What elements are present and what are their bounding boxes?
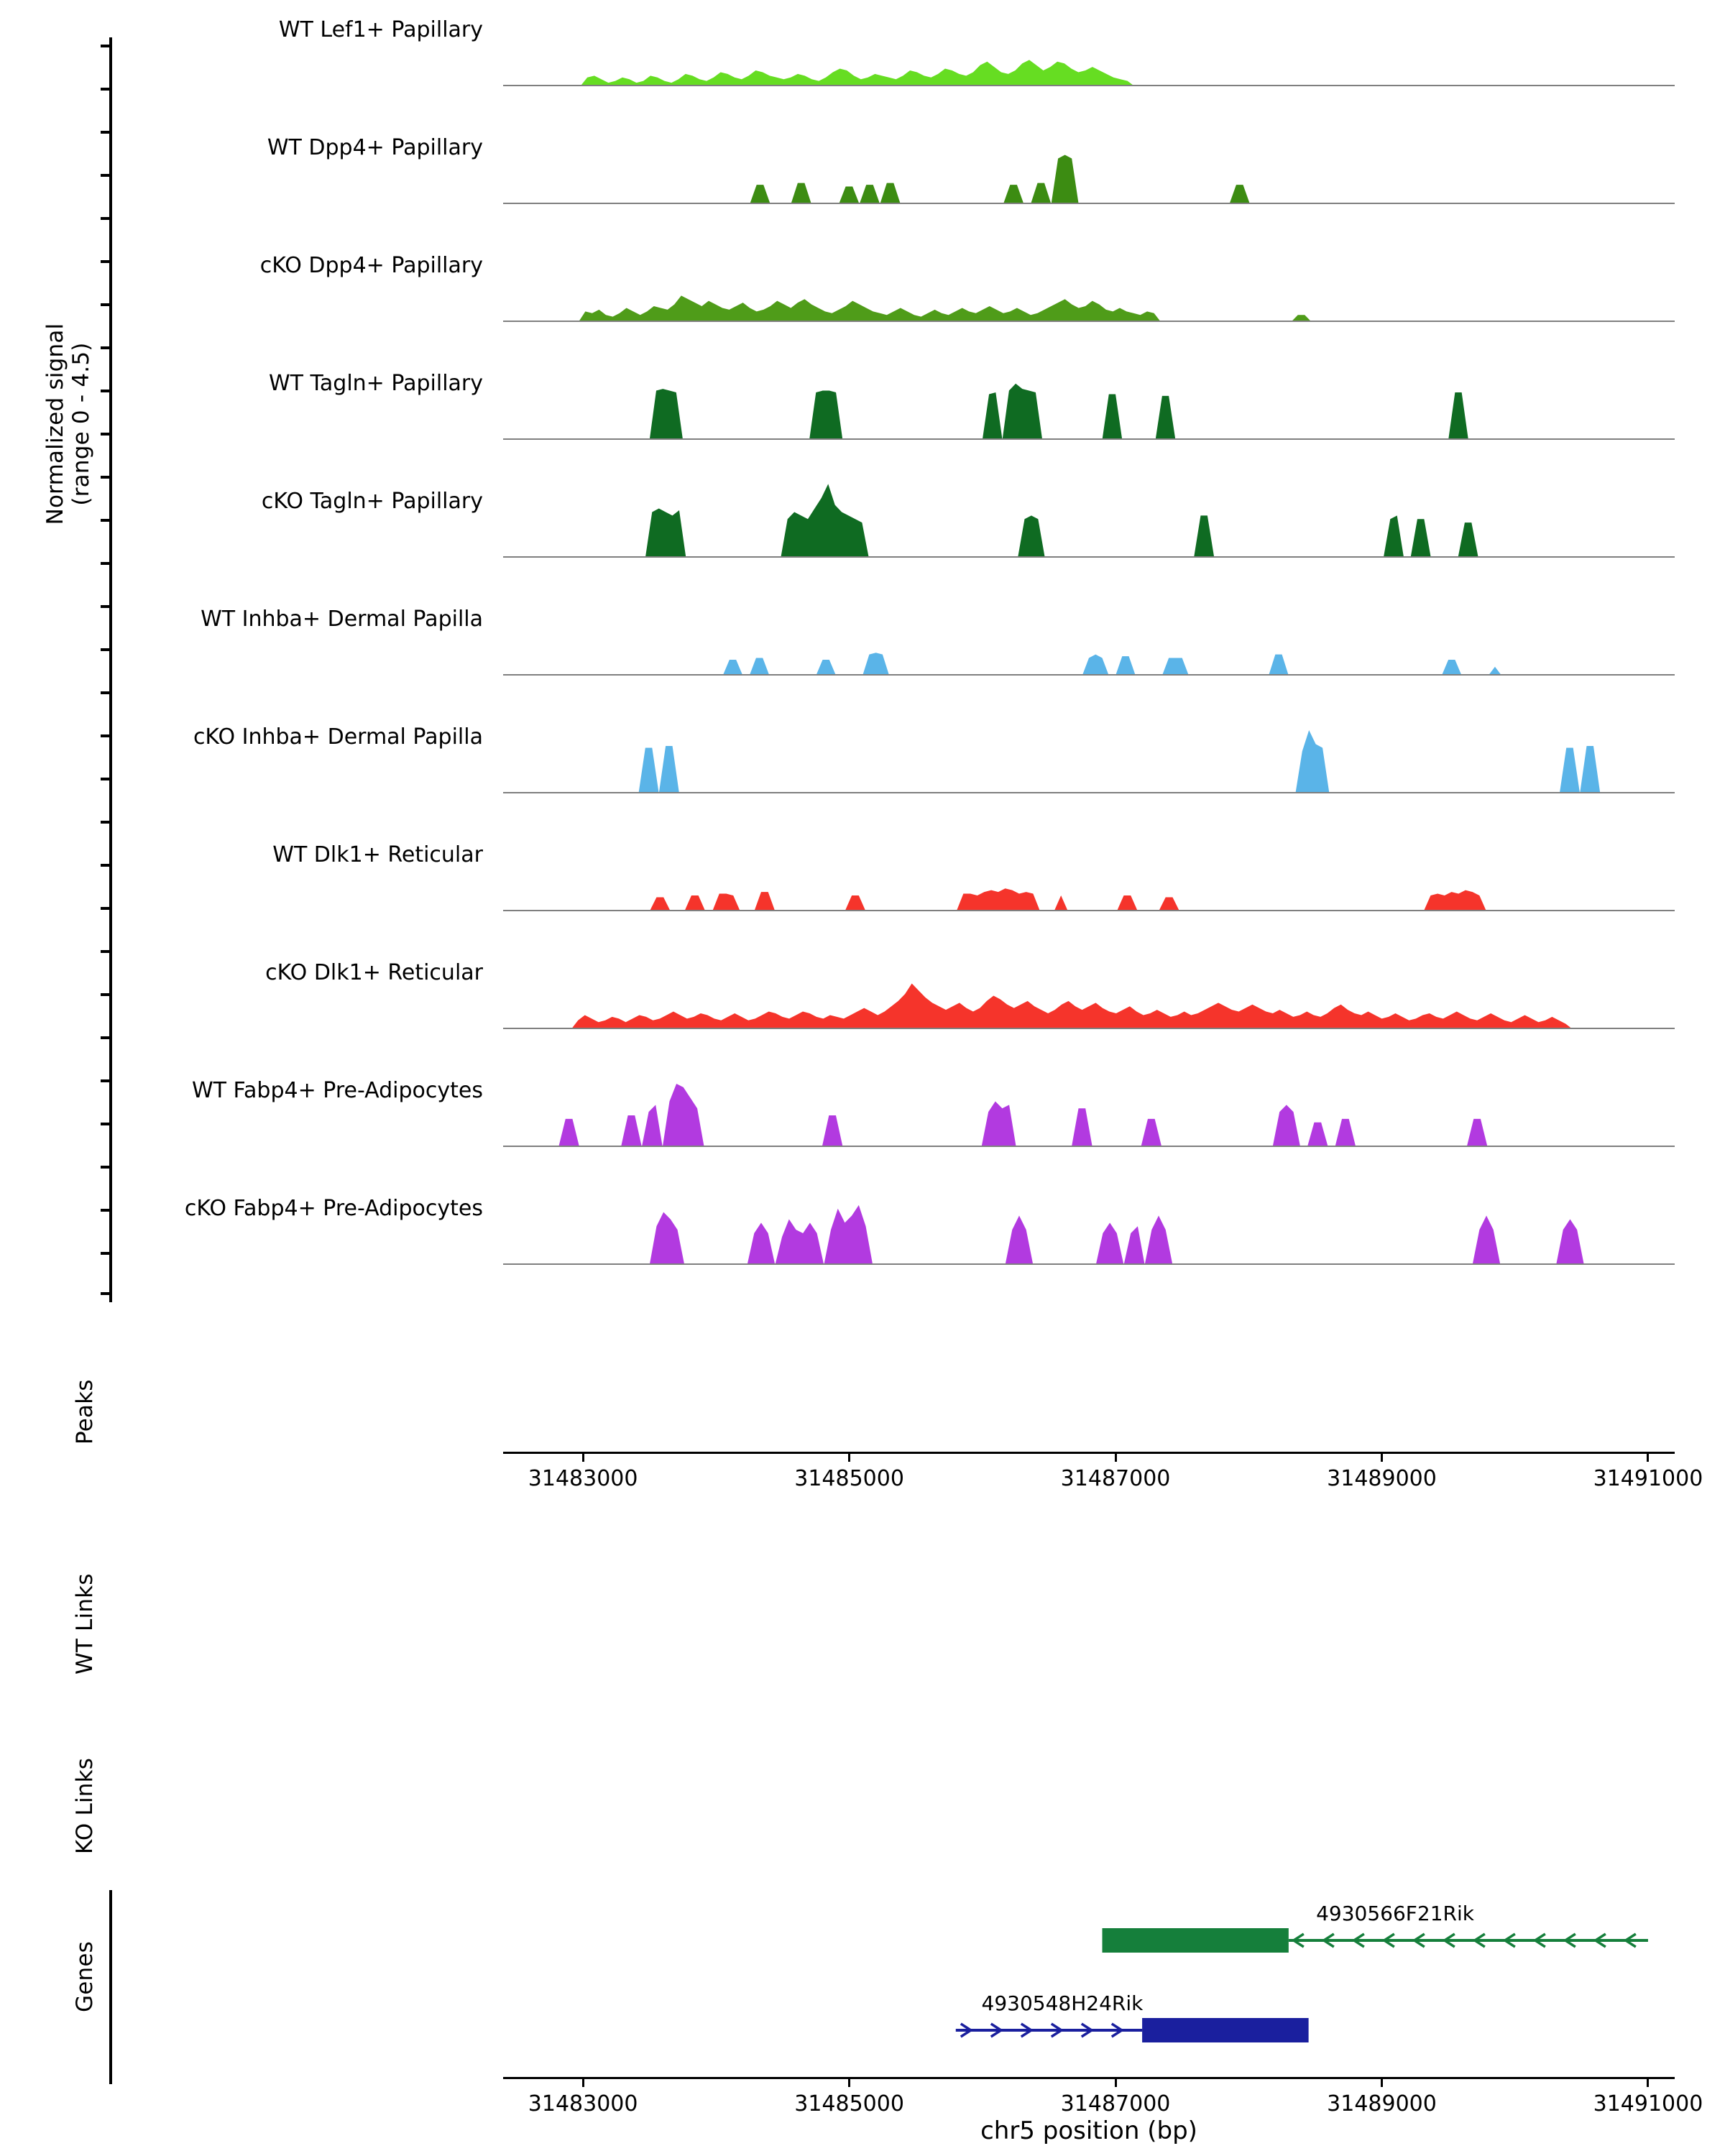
track-signal-area [503,243,1675,322]
x-axis-tick [1115,2077,1117,2087]
axis-tick-mark [101,562,112,565]
x-axis-tick-label: 31489000 [1327,2091,1437,2116]
track-baseline [503,792,1675,793]
x-axis-tick [582,2077,584,2087]
x-axis-top [503,1452,1703,1502]
x-axis-tick [1381,2077,1383,2087]
track-label: WT Dlk1+ Reticular [272,842,483,867]
track-signal-area [503,361,1675,440]
axis-tick-mark [101,1166,112,1169]
track-signal-area [503,950,1675,1029]
track-baseline [503,910,1675,911]
track-cko-inhba-dermal-papilla [193,714,1675,793]
gene-name-label: 4930548H24Rik [981,1991,1144,2015]
gene-exon-box [1103,1928,1289,1953]
x-axis-tick-label: 31485000 [794,2091,904,2116]
gene-name-label: 4930566F21Rik [1316,1902,1474,1925]
axis-tick-mark [101,519,112,522]
x-axis-tick [848,1452,850,1462]
x-axis-tick [1115,1452,1117,1462]
track-wt-fabp4-pre-adipocytes [192,1068,1675,1147]
gene-models-svg [503,1897,1675,2070]
track-signal-area [503,596,1675,676]
x-axis-tick-label: 31491000 [1593,2091,1703,2116]
x-axis-tick-label: 31485000 [794,1466,904,1491]
track-wt-dpp4-papillary [267,125,1675,204]
track-label: cKO Fabp4+ Pre-Adipocytes [184,1196,483,1221]
peaks-section-label: Peaks [72,1379,98,1445]
track-baseline [503,85,1675,86]
track-baseline [503,1263,1675,1265]
x-axis-tick [1647,2077,1649,2087]
x-axis-tick [1647,1452,1649,1462]
track-wt-dlk1-reticular [272,832,1675,911]
axis-tick-mark [101,88,112,91]
track-baseline [503,438,1675,440]
x-axis-tick-label: 31491000 [1593,1466,1703,1491]
axis-tick-mark [101,217,112,220]
axis-tick-mark [101,303,112,306]
track-wt-inhba-dermal-papilla [201,596,1675,676]
track-wt-lef1-papillary [278,7,1675,86]
x-axis-tick-label: 31487000 [1060,2091,1171,2116]
y-axis-signal-label-line1: Normalized signal [42,323,68,525]
track-baseline [503,203,1675,204]
axis-tick-mark [101,260,112,263]
track-label: cKO Dpp4+ Papillary [259,253,483,278]
axis-tick-mark [101,1209,112,1212]
genes-panel [503,1897,1675,2070]
track-label: WT Fabp4+ Pre-Adipocytes [192,1078,483,1103]
track-label: WT Lef1+ Papillary [278,17,483,42]
track-baseline [503,321,1675,322]
axis-tick-mark [101,476,112,479]
axis-tick-mark [101,1252,112,1255]
axis-tick-mark [101,864,112,867]
track-cko-dpp4-papillary [259,243,1675,322]
track-signal-area [503,1068,1675,1147]
ko-links-section-label: KO Links [72,1757,98,1854]
axis-tick-mark [101,648,112,651]
track-signal-area [503,125,1675,204]
track-signal-area [503,832,1675,911]
axis-tick-mark [101,346,112,349]
y-axis-signal-label-line2: (range 0 - 4.5) [68,342,94,506]
x-axis-bottom [503,2077,1703,2156]
track-signal-area [503,7,1675,86]
signal-axis-spine [109,37,112,1302]
x-axis-tick-label: 31487000 [1060,1466,1171,1491]
track-cko-dlk1-reticular [265,950,1675,1029]
axis-tick-mark [101,131,112,134]
wt-links-section-label: WT Links [72,1573,98,1674]
x-axis-title: chr5 position (bp) [980,2116,1197,2145]
axis-tick-mark [101,605,112,608]
track-cko-fabp4-pre-adipocytes [184,1186,1675,1265]
track-label: WT Inhba+ Dermal Papilla [201,607,483,632]
axis-tick-mark [101,950,112,953]
x-axis-tick-label: 31483000 [528,2091,638,2116]
axis-tick-mark [101,390,112,392]
y-axis-signal-label [43,201,94,647]
axis-tick-mark [101,1079,112,1082]
track-label: WT Tagln+ Papillary [269,371,483,396]
x-axis-tick [1381,1452,1383,1462]
track-label: cKO Inhba+ Dermal Papilla [193,724,483,750]
axis-tick-mark [101,1036,112,1039]
track-signal-area [503,1186,1675,1265]
track-baseline [503,674,1675,676]
axis-tick-mark [101,1292,112,1295]
axis-tick-mark [101,1123,112,1125]
axis-tick-mark [101,778,112,780]
axis-tick-mark [101,821,112,824]
track-wt-tagln-papillary [269,361,1675,440]
track-signal-area [503,479,1675,558]
track-label: cKO Dlk1+ Reticular [265,960,483,985]
x-axis-line [503,1452,1675,1454]
track-baseline [503,1028,1675,1029]
x-axis-tick-label: 31483000 [528,1466,638,1491]
genes-section-label: Genes [72,1941,98,2012]
genes-axis-spine [109,1890,112,2084]
axis-tick-mark [101,734,112,737]
axis-tick-mark [101,45,112,47]
track-cko-tagln-papillary [261,479,1675,558]
axis-tick-mark [101,174,112,177]
track-baseline [503,556,1675,558]
gene-exon-box [1142,2018,1309,2042]
axis-tick-mark [101,433,112,436]
track-label: cKO Tagln+ Papillary [261,489,483,514]
x-axis-tick [848,2077,850,2087]
axis-tick-mark [101,691,112,694]
axis-tick-mark [101,907,112,910]
track-label: WT Dpp4+ Papillary [267,135,483,160]
track-baseline [503,1146,1675,1147]
track-signal-area [503,714,1675,793]
x-axis-tick-label: 31489000 [1327,1466,1437,1491]
axis-tick-mark [101,993,112,996]
x-axis-tick [582,1452,584,1462]
x-axis-line [503,2077,1675,2079]
